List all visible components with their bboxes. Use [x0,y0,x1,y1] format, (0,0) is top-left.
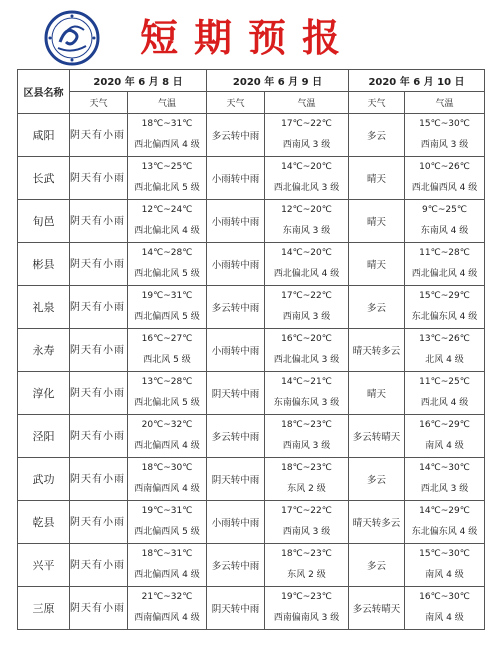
temperature-wind-cell [405,587,485,630]
weather-cell: 阴天有小雨 [70,200,128,243]
temperature-wind-cell [265,286,349,329]
county-name: 永寿 [18,329,70,372]
county-name: 武功 [18,458,70,501]
weather-cell: 阴天转中雨 [207,458,265,501]
temperature-wind-cell [128,157,207,200]
table-row [18,544,485,587]
temperature-range: 18℃~31℃ [141,119,193,129]
temperature-header: 气温 [405,92,485,114]
temperature-wind-cell [265,458,349,501]
temperature-wind-cell [265,114,349,157]
table-row [18,329,485,372]
temperature-wind-cell [128,200,207,243]
weather-cell: 阴天转中雨 [207,372,265,415]
wind-value: 西北偏西风 5 级 [134,527,200,537]
wind-value: 西北风 5 级 [143,355,191,365]
county-name: 兴平 [18,544,70,587]
wind-value: 南风 4 级 [425,441,464,451]
wind-value: 西南风 3 级 [282,527,331,537]
temperature-wind-cell [128,329,207,372]
weather-cell: 阴天有小雨 [70,243,128,286]
date-header: 2020 年 6 月 10 日 [349,70,485,92]
date-header: 2020 年 6 月 9 日 [207,70,349,92]
weather-cell: 小雨转中雨 [207,501,265,544]
weather-cell: 多云 [349,544,405,587]
wind-value: 西北偏西风 5 级 [134,312,200,322]
temperature-wind-cell [128,286,207,329]
wind-value: 南风 4 级 [425,613,464,623]
wind-value: 西北风 3 级 [420,484,469,494]
table-row [18,157,485,200]
temperature-wind-cell [405,501,485,544]
date-header: 2020 年 6 月 8 日 [70,70,207,92]
wind-value: 西北偏西风 4 级 [134,140,200,150]
temperature-range: 18℃~31℃ [141,549,193,559]
weather-cell: 多云 [349,286,405,329]
temperature-range: 18℃~23℃ [281,463,332,473]
temperature-wind-cell [128,243,207,286]
wind-value: 西北偏西风 4 级 [134,570,200,580]
temperature-range: 12℃~24℃ [141,205,193,215]
weather-cell: 阴天有小雨 [70,372,128,415]
temperature-wind-cell [405,114,485,157]
temperature-wind-cell [405,544,485,587]
weather-cell: 多云转中雨 [207,544,265,587]
temperature-wind-cell [265,415,349,458]
table-row [18,587,485,630]
county-name: 礼泉 [18,286,70,329]
weather-cell: 多云转中雨 [207,286,265,329]
wind-value: 西南偏西风 4 级 [134,484,200,494]
weather-cell: 阴天有小雨 [70,157,128,200]
temperature-range: 11℃~25℃ [419,377,470,387]
weather-cell: 小雨转中雨 [207,200,265,243]
weather-cell: 多云转中雨 [207,415,265,458]
weather-cell: 阴天有小雨 [70,286,128,329]
weather-cell: 多云转中雨 [207,114,265,157]
temperature-range: 19℃~31℃ [141,291,193,301]
temperature-range: 14℃~29℃ [419,506,470,516]
temperature-wind-cell [265,243,349,286]
weather-cell: 晴天 [349,372,405,415]
temperature-wind-cell [405,200,485,243]
county-name: 彬县 [18,243,70,286]
temperature-range: 19℃~31℃ [141,506,193,516]
weather-cell: 晴天转多云 [349,329,405,372]
temperature-range: 16℃~20℃ [281,334,332,344]
temperature-range: 14℃~30℃ [419,463,470,473]
wind-value: 西南风 3 级 [282,441,331,451]
temperature-wind-cell [128,415,207,458]
wind-value: 东北偏东风 4 级 [411,312,478,322]
temperature-wind-cell [405,372,485,415]
weather-header: 天气 [349,92,405,114]
table-row [18,243,485,286]
temperature-range: 14℃~28℃ [141,248,193,258]
wind-value: 西北偏北风 3 级 [273,355,340,365]
temperature-wind-cell [128,372,207,415]
wind-value: 东南风 3 级 [282,226,331,236]
weather-cell: 阴天有小雨 [70,458,128,501]
wind-value: 东风 2 级 [287,570,326,580]
forecast-table [17,69,485,630]
temperature-range: 16℃~29℃ [419,420,470,430]
temperature-wind-cell [405,157,485,200]
weather-cell: 小雨转中雨 [207,243,265,286]
temperature-range: 21℃~32℃ [141,592,193,602]
table-row [18,114,485,157]
temperature-range: 13℃~25℃ [141,162,193,172]
meteorological-bureau-emblem-icon [44,10,100,66]
table-row [18,501,485,544]
temperature-header: 气温 [265,92,349,114]
county-header: 区县名称 [18,70,70,114]
temperature-wind-cell [265,372,349,415]
weather-cell: 多云 [349,114,405,157]
wind-value: 南风 4 级 [425,570,464,580]
temperature-wind-cell [405,458,485,501]
wind-value: 西北偏西风 4 级 [411,183,478,193]
weather-cell: 小雨转中雨 [207,329,265,372]
weather-cell: 小雨转中雨 [207,157,265,200]
temperature-range: 17℃~22℃ [281,119,332,129]
table-row [18,415,485,458]
temperature-wind-cell [128,458,207,501]
wind-value: 西北偏北风 5 级 [134,183,200,193]
page-title: 短期预报 [140,15,357,60]
temperature-range: 10℃~26℃ [419,162,470,172]
table-row [18,286,485,329]
weather-cell: 晴天 [349,157,405,200]
temperature-wind-cell [265,329,349,372]
weather-cell: 阴天有小雨 [70,415,128,458]
temperature-wind-cell [128,544,207,587]
wind-value: 北风 4 级 [425,355,464,365]
temperature-range: 19℃~23℃ [281,592,332,602]
temperature-wind-cell [128,501,207,544]
temperature-range: 18℃~30℃ [141,463,193,473]
weather-cell: 阴天有小雨 [70,587,128,630]
temperature-range: 9℃~25℃ [422,205,467,215]
wind-value: 西南风 3 级 [420,140,469,150]
wind-value: 西北偏北风 3 级 [273,183,340,193]
county-name: 长武 [18,157,70,200]
table-row [18,200,485,243]
temperature-range: 18℃~23℃ [281,549,332,559]
temperature-range: 16℃~30℃ [419,592,470,602]
temperature-wind-cell [405,415,485,458]
wind-value: 西南偏南风 3 级 [273,613,340,623]
county-name: 三原 [18,587,70,630]
wind-value: 西北偏北风 4 级 [273,269,340,279]
temperature-range: 14℃~21℃ [281,377,332,387]
weather-cell: 晴天 [349,200,405,243]
temperature-header: 气温 [128,92,207,114]
weather-cell: 多云转晴天 [349,587,405,630]
temperature-wind-cell [265,544,349,587]
weather-cell: 阴天有小雨 [70,544,128,587]
wind-value: 西北偏北风 4 级 [411,269,478,279]
weather-header: 天气 [70,92,128,114]
county-name: 咸阳 [18,114,70,157]
temperature-wind-cell [265,501,349,544]
county-name: 淳化 [18,372,70,415]
wind-value: 东北偏东风 4 级 [411,527,478,537]
temperature-range: 17℃~22℃ [281,506,332,516]
temperature-wind-cell [128,114,207,157]
wind-value: 东南风 4 级 [420,226,469,236]
temperature-range: 16℃~27℃ [141,334,193,344]
weather-cell: 多云 [349,458,405,501]
temperature-wind-cell [128,587,207,630]
temperature-range: 11℃~28℃ [419,248,470,258]
weather-cell: 阴天有小雨 [70,501,128,544]
temperature-range: 20℃~32℃ [141,420,193,430]
weather-cell: 晴天转多云 [349,501,405,544]
wind-value: 西北风 4 级 [420,398,469,408]
wind-value: 西南风 3 级 [282,312,331,322]
temperature-range: 15℃~29℃ [419,291,470,301]
temperature-range: 13℃~26℃ [419,334,470,344]
temperature-range: 14℃~20℃ [281,162,332,172]
temperature-range: 15℃~30℃ [419,119,470,129]
weather-cell: 阴天有小雨 [70,114,128,157]
wind-value: 西北偏西风 4 级 [134,441,200,451]
temperature-range: 17℃~22℃ [281,291,332,301]
weather-cell: 阴天转中雨 [207,587,265,630]
wind-value: 西北偏北风 5 级 [134,398,200,408]
county-name: 乾县 [18,501,70,544]
temperature-range: 15℃~30℃ [419,549,470,559]
wind-value: 东南偏东风 3 级 [273,398,340,408]
table-row [18,372,485,415]
wind-value: 西北偏北风 4 级 [134,226,200,236]
temperature-wind-cell [405,329,485,372]
wind-value: 东风 2 级 [287,484,326,494]
table-row [18,458,485,501]
wind-value: 西南偏西风 4 级 [134,613,200,623]
temperature-range: 18℃~23℃ [281,420,332,430]
temperature-range: 14℃~20℃ [281,248,332,258]
temperature-wind-cell [405,286,485,329]
weather-cell: 晴天 [349,243,405,286]
temperature-wind-cell [265,200,349,243]
temperature-wind-cell [265,157,349,200]
county-name: 泾阳 [18,415,70,458]
temperature-wind-cell [265,587,349,630]
temperature-wind-cell [405,243,485,286]
weather-header: 天气 [207,92,265,114]
weather-cell: 多云转晴天 [349,415,405,458]
temperature-range: 12℃~20℃ [281,205,332,215]
wind-value: 西南风 3 级 [282,140,331,150]
weather-cell: 阴天有小雨 [70,329,128,372]
wind-value: 西北偏北风 5 级 [134,269,200,279]
county-name: 旬邑 [18,200,70,243]
temperature-range: 13℃~28℃ [141,377,193,387]
